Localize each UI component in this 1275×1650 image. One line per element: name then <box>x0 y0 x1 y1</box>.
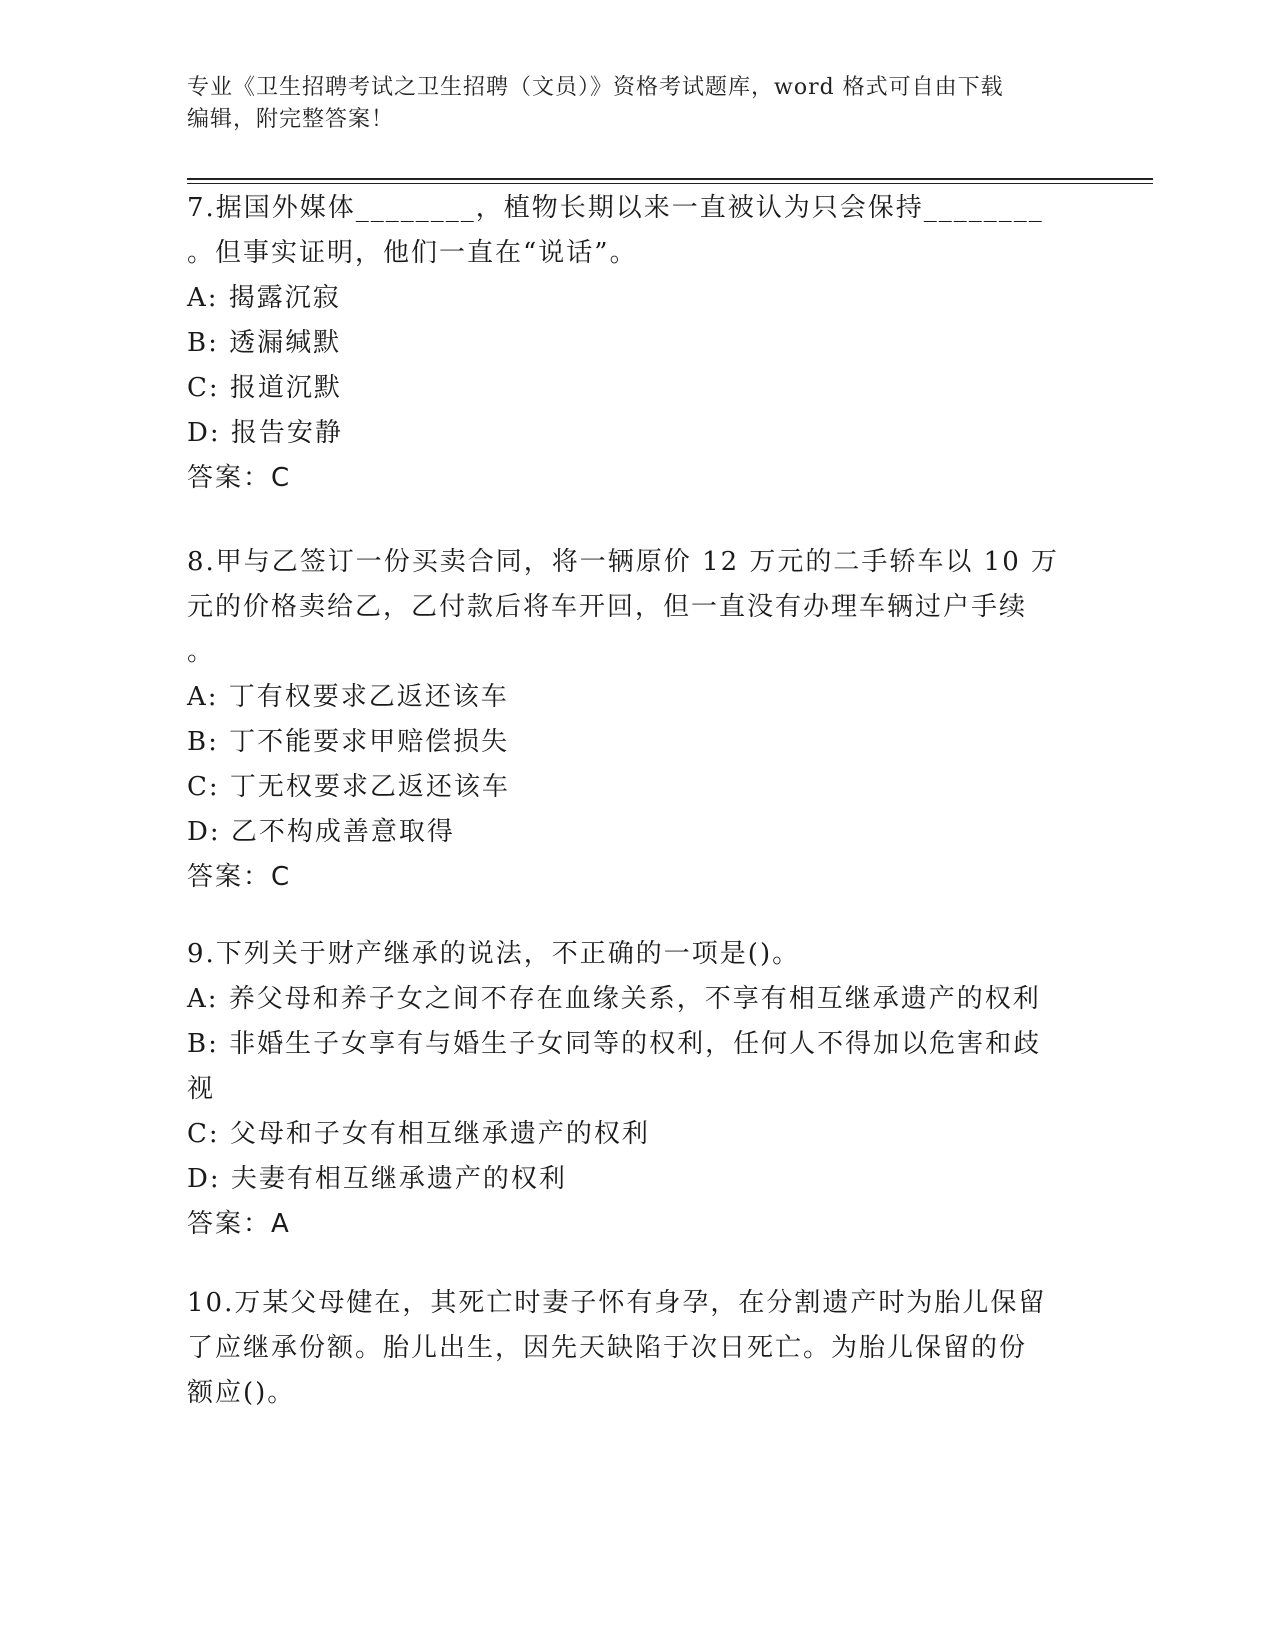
option-d: D: 乙不构成善意取得 <box>187 817 455 847</box>
answer-line: 答案：C <box>187 463 292 493</box>
option-a: A: 丁有权要求乙返还该车 <box>187 682 509 712</box>
option-d: D: 报告安静 <box>187 418 343 448</box>
question-stem-line: 7.据国外媒体________，植物长期以来一直被认为只会保持________ <box>187 193 1044 223</box>
question-stem-line: 8.甲与乙签订一份买卖合同，将一辆原价 12 万元的二手轿车以 10 万 <box>187 547 1060 577</box>
option-b: B: 透漏缄默 <box>187 328 342 358</box>
option-c: C: 报道沉默 <box>187 373 342 403</box>
option-c: C: 丁无权要求乙返还该车 <box>187 772 510 802</box>
question-stem-line: 。 <box>187 637 216 667</box>
header-line-1: 专业《卫生招聘考试之卫生招聘（文员）》资格考试题库，word 格式可自由下载 <box>187 75 1004 100</box>
option-d: D: 夫妻有相互继承遗产的权利 <box>187 1164 567 1194</box>
question-stem-line: 元的价格卖给乙，乙付款后将车开回，但一直没有办理车辆过户手续 <box>187 592 1028 622</box>
answer-line: 答案：C <box>187 862 292 892</box>
answer-line: 答案：A <box>187 1209 291 1239</box>
option-a: A: 揭露沉寂 <box>187 283 341 313</box>
question-8 <box>187 540 1087 900</box>
question-stem-line: 10.万某父母健在，其死亡时妻子怀有身孕，在分割遗产时为胎儿保留 <box>187 1288 1047 1318</box>
document-header <box>187 72 1067 136</box>
question-7 <box>187 186 1087 501</box>
header-line-2: 编辑，附完整答案！ <box>187 107 395 132</box>
option-b-continued: 视 <box>187 1074 216 1104</box>
question-9 <box>187 932 1087 1247</box>
header-divider <box>187 178 1153 184</box>
option-a: A: 养父母和养子女之间不存在血缘关系，不享有相互继承遗产的权利 <box>187 984 1041 1014</box>
question-10 <box>187 1281 1087 1416</box>
option-b: B: 非婚生子女享有与婚生子女同等的权利，任何人不得加以危害和歧 <box>187 1029 1042 1059</box>
option-b: B: 丁不能要求甲赔偿损失 <box>187 727 510 757</box>
question-stem-line: 了应继承份额。胎儿出生，因先天缺陷于次日死亡。为胎儿保留的份 <box>187 1333 1028 1363</box>
question-stem-line: 9.下列关于财产继承的说法，不正确的一项是()。 <box>187 939 801 969</box>
option-c: C: 父母和子女有相互继承遗产的权利 <box>187 1119 650 1149</box>
question-stem-line: 额应()。 <box>187 1378 296 1408</box>
question-stem-line: 。但事实证明，他们一直在“说话”。 <box>187 238 638 268</box>
